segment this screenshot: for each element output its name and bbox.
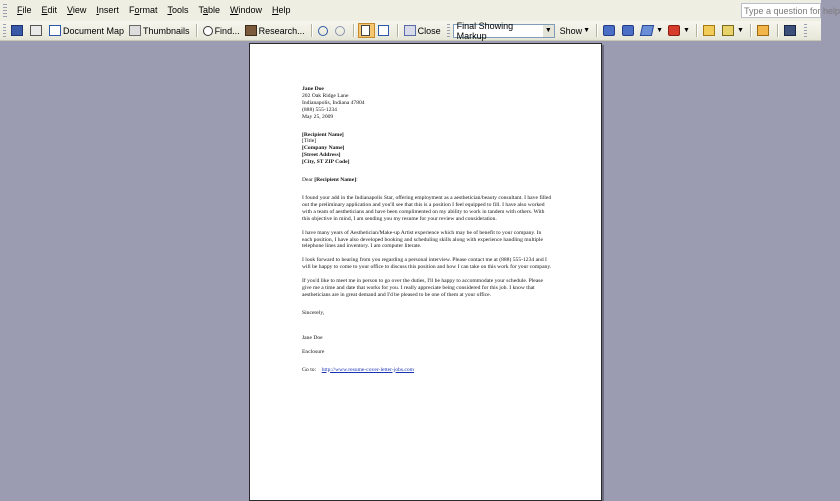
toolbar-separator [596, 24, 598, 37]
spacer [302, 223, 552, 230]
letter-date: May 25, 2009 [302, 113, 334, 120]
menu-format-pre: F [128, 5, 135, 15]
menu-help-label: elp [278, 5, 291, 15]
spacer [302, 342, 552, 349]
paragraph-4: If you'd like to meet me in person to go over the duties, I'll be happy to accommodate your schedule. Please give me a time and date that works for you. I really appreciate being considered for this job. I know that aestheticians are in great demand and I'd be pleased to be one of them at your office. [302, 278, 543, 298]
display-for-review-value: Final Showing Markup [456, 20, 514, 41]
zoom-out-button[interactable] [333, 23, 349, 38]
menu-file[interactable] [12, 0, 37, 21]
toolbar-options-grip[interactable] [804, 24, 807, 37]
recipient-name: [Recipient Name] [302, 131, 344, 138]
thumbnails-label: Thumbnails [143, 25, 190, 36]
print-icon [30, 25, 42, 36]
spacer [302, 328, 552, 335]
signature: Jane Doe [302, 334, 323, 341]
menu-format[interactable] [124, 0, 163, 21]
display-for-review-select[interactable] [453, 20, 555, 41]
menu-help[interactable] [267, 0, 296, 21]
salutation-suffix: : [356, 177, 358, 184]
salutation-name: [Recipient Name] [314, 177, 357, 184]
toolbar-separator [353, 24, 355, 37]
menu-format-key: o [134, 5, 140, 15]
letter-body [302, 86, 552, 373]
save-icon [11, 25, 23, 36]
reject-change-button[interactable] [666, 23, 692, 38]
chevron-down-icon: ▼ [736, 27, 744, 34]
menu-window[interactable] [225, 0, 267, 21]
menu-file-label: ile [22, 5, 32, 15]
document-map-button[interactable] [47, 23, 126, 38]
close-button[interactable] [402, 23, 443, 38]
menu-help-key: H [272, 5, 279, 15]
find-label: Find... [214, 25, 240, 36]
sender-street: 202 Oak Ridge Lane [302, 92, 349, 99]
two-pages-button[interactable] [376, 23, 393, 38]
goto-link[interactable]: http://www.resume-cover-letter-jobs.com [321, 366, 415, 373]
toolbar-grip-2[interactable] [447, 24, 450, 37]
menu-edit-key: E [41, 5, 48, 15]
chevron-down-icon: ▼ [583, 27, 591, 34]
thumbnails-button[interactable] [127, 23, 192, 38]
spacer [302, 299, 552, 310]
toolbar-separator [196, 24, 198, 37]
chevron-down-icon[interactable]: ▼ [543, 25, 554, 37]
highlight-button[interactable] [720, 23, 746, 38]
toolbar-separator [750, 24, 752, 37]
salutation-prefix: Dear [302, 177, 315, 184]
menu-table-label: ble [207, 5, 220, 15]
next-change-button[interactable] [620, 23, 638, 38]
spacer [302, 166, 552, 177]
menu-table[interactable] [193, 0, 225, 21]
reject-change-icon [668, 25, 680, 36]
document-map-icon [49, 25, 61, 36]
city-state-zip: [City, ST ZIP Code] [302, 159, 350, 166]
comment-icon [703, 25, 715, 36]
sender-phone: (888) 555-1234 [302, 106, 337, 113]
thumbnails-icon [129, 25, 141, 36]
menu-grip[interactable] [3, 4, 7, 17]
find-icon [203, 26, 213, 36]
track-changes-button[interactable] [755, 23, 773, 38]
sender-city: Indianapolis, Indiana 47804 [302, 99, 365, 106]
toolbar-separator [696, 24, 698, 37]
sender-name: Jane Doe [302, 86, 324, 92]
accept-change-icon [640, 25, 654, 36]
reviewing-pane-button[interactable] [782, 23, 800, 38]
close-icon [404, 25, 416, 36]
menu-format-label: rmat [139, 5, 158, 15]
menu-tools-label: ools [171, 5, 189, 15]
menu-view[interactable] [62, 0, 91, 21]
zoom-in-icon [318, 26, 328, 36]
menu-tools-key: T [167, 5, 172, 15]
menu-edit-label: dit [47, 5, 58, 15]
close-label: Close [417, 25, 441, 36]
two-pages-icon [378, 25, 389, 36]
paragraph-2: I have many years of Aesthetician/Make-up Artist experience which may be of benefit to your company. In each position, I have also developed booking and scheduling skills along with experience handling multiple telephone lines and inventory. I am computer literate. [302, 229, 543, 250]
show-menu-button[interactable] [558, 23, 592, 38]
reading-toolbar [0, 21, 821, 41]
closing: Sincerely, [302, 309, 325, 316]
help-search-input[interactable]: Type a question for help [741, 3, 821, 18]
menu-window-label: indow [238, 5, 263, 15]
one-page-button[interactable] [358, 23, 375, 38]
show-label: Show [559, 25, 583, 36]
accept-change-button[interactable] [639, 23, 665, 38]
menu-insert[interactable] [91, 0, 124, 21]
track-changes-icon [757, 25, 769, 36]
toolbar-separator [311, 24, 313, 37]
spacer [302, 356, 552, 367]
goto-line [302, 367, 552, 374]
menu-view-key: V [67, 5, 73, 15]
menu-insert-label: nsert [98, 5, 119, 15]
document-map-label: Document Map [63, 25, 125, 36]
paragraph-3: I look forward to hearing from you regarding a personal interview. Please contact me at (888) 555-1234 and I will be happy to come to your office to discuss this position and how I can take on this work for your company. [302, 257, 552, 271]
street-address: [Street Address] [302, 152, 341, 159]
reviewing-pane-icon [784, 25, 796, 36]
highlight-icon [722, 25, 734, 36]
menu-bar [0, 0, 840, 22]
menu-insert-key: I [96, 5, 99, 15]
menu-file-key: F [17, 5, 23, 15]
previous-change-icon [603, 25, 615, 36]
toolbar-separator [397, 24, 399, 37]
print-button[interactable] [28, 23, 46, 38]
menu-window-key: W [230, 5, 239, 15]
previous-change-button[interactable] [601, 23, 619, 38]
find-button[interactable] [201, 23, 242, 38]
toolbar-grip[interactable] [3, 24, 6, 37]
spacer [302, 317, 552, 328]
toolbar-separator [777, 24, 779, 37]
one-page-icon [361, 25, 370, 36]
chevron-down-icon: ▼ [656, 27, 664, 34]
save-button[interactable] [9, 23, 27, 38]
document-page[interactable] [249, 43, 602, 501]
research-label: Research... [258, 25, 305, 36]
goto-label: Go to: [302, 366, 317, 373]
next-change-icon [622, 25, 634, 36]
paragraph-1: I found your add in the Indianapolis Star, offering employment as a aesthetician/beauty consultant. I have filled out the preliminary application and you'll see that this is a position I feel equipped to fill. I have also worked with a team of aestheticians and have been complimented on my ability to work in tandem with others. With this objective in mind, I am sending you my resume for your review and consideration. [302, 194, 552, 222]
spacer [302, 184, 552, 195]
menu-tools[interactable] [162, 0, 193, 21]
research-icon [245, 25, 257, 36]
menu-table-pre: T [198, 5, 203, 15]
recipient-title: [Title] [302, 138, 317, 145]
salutation [302, 177, 552, 184]
enclosure: Enclosure [302, 348, 325, 355]
menu-edit[interactable] [37, 0, 63, 21]
zoom-in-button[interactable] [316, 23, 332, 38]
menu-table-key: a [202, 5, 208, 15]
company-name: [Company Name] [302, 145, 345, 152]
menu-view-label: iew [72, 5, 87, 15]
spacer [302, 121, 552, 132]
insert-comment-button[interactable] [701, 23, 719, 38]
chevron-down-icon: ▼ [683, 27, 690, 34]
research-button[interactable] [243, 23, 307, 38]
zoom-out-icon [335, 26, 345, 36]
